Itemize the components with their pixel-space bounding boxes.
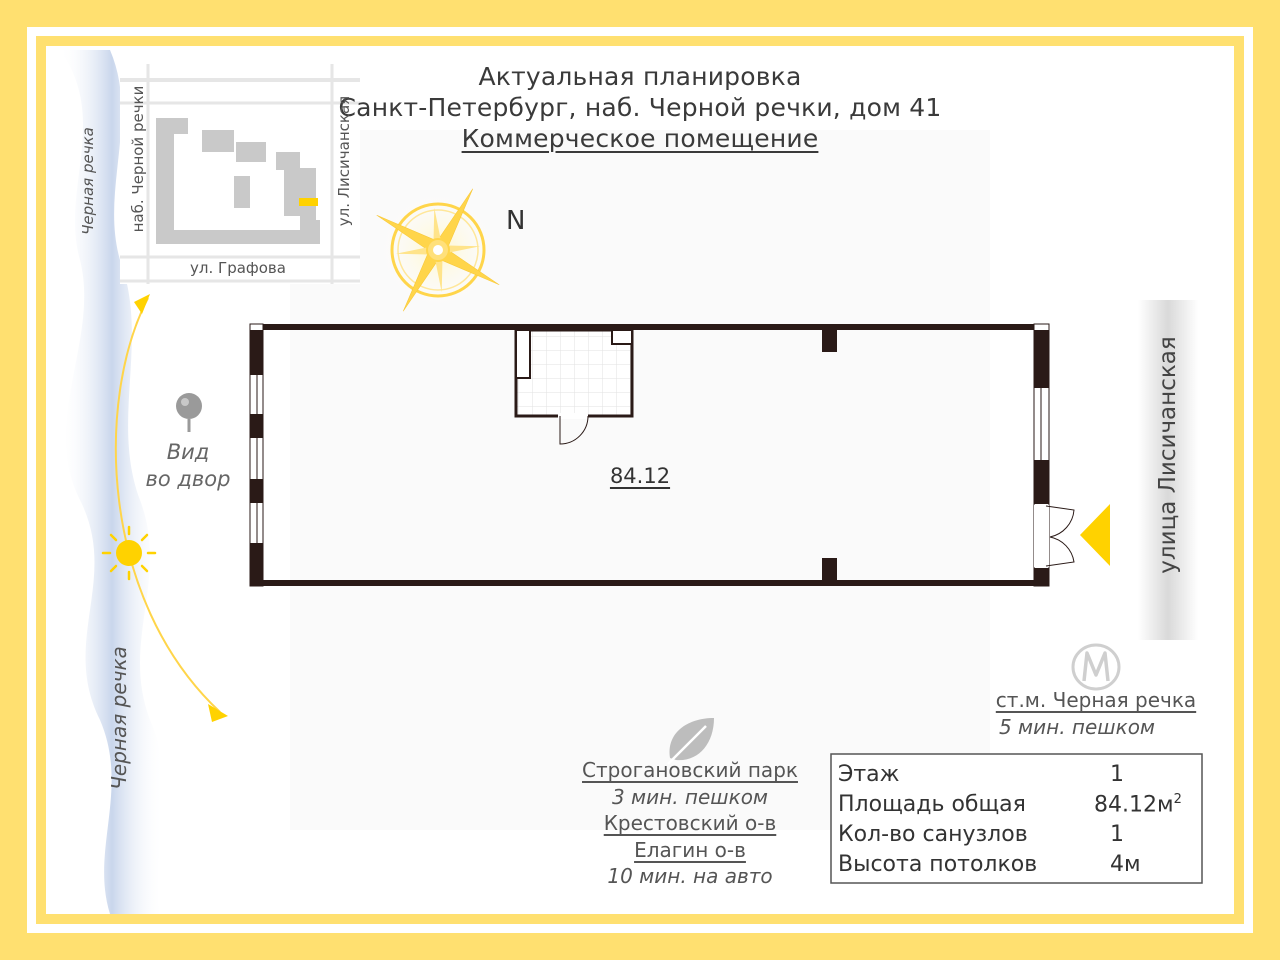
island-1: Крестовский о-в — [603, 811, 777, 835]
metro-walk-time: 5 мин. пешком — [998, 715, 1156, 739]
info-value-ceiling: 4м — [1110, 852, 1141, 877]
area-label: 84.12 — [609, 464, 671, 488]
info-value-bathrooms: 1 — [1110, 822, 1124, 847]
sun-icon — [103, 527, 155, 579]
metro-station: ст.м. Черная речка — [995, 688, 1197, 712]
header-property-type: Коммерческое помещение — [461, 124, 819, 153]
info-value-area: 84.12м — [1094, 792, 1174, 818]
info-label-ceiling: Высота потолков — [838, 852, 1038, 877]
info-label-area: Площадь общая — [838, 792, 1026, 817]
river-label: Черная речка — [107, 646, 131, 790]
site-map-street-right: ул. Лисичанская — [335, 95, 353, 227]
park-walk-time: 3 мин. пешком — [611, 785, 769, 809]
view-label-1: Вид — [166, 440, 210, 464]
island-2: Елагин о-в — [634, 838, 746, 862]
header-address: Санкт-Петербург, наб. Черной речки, дом 41 — [338, 93, 942, 122]
view-label-2: во двор — [145, 467, 231, 491]
street-label-right: улица Лисичанская — [1155, 336, 1181, 574]
info-value-area-sup: 2 — [1173, 792, 1182, 807]
site-map-street-left: наб. Черной речки — [129, 85, 147, 233]
header-line-1: Актуальная планировка — [478, 62, 802, 91]
compass-north-label: N — [506, 206, 526, 236]
river-label-top: Черная речка — [79, 127, 97, 235]
info-label-bathrooms: Кол-во санузлов — [838, 822, 1028, 847]
unit-marker — [299, 198, 318, 206]
park-name: Строгановский парк — [582, 758, 798, 782]
drive-time: 10 мин. на авто — [607, 864, 773, 888]
info-value-floor: 1 — [1110, 762, 1124, 787]
info-label-floor: Этаж — [838, 762, 900, 787]
site-map-street-bottom: ул. Графова — [190, 259, 286, 277]
